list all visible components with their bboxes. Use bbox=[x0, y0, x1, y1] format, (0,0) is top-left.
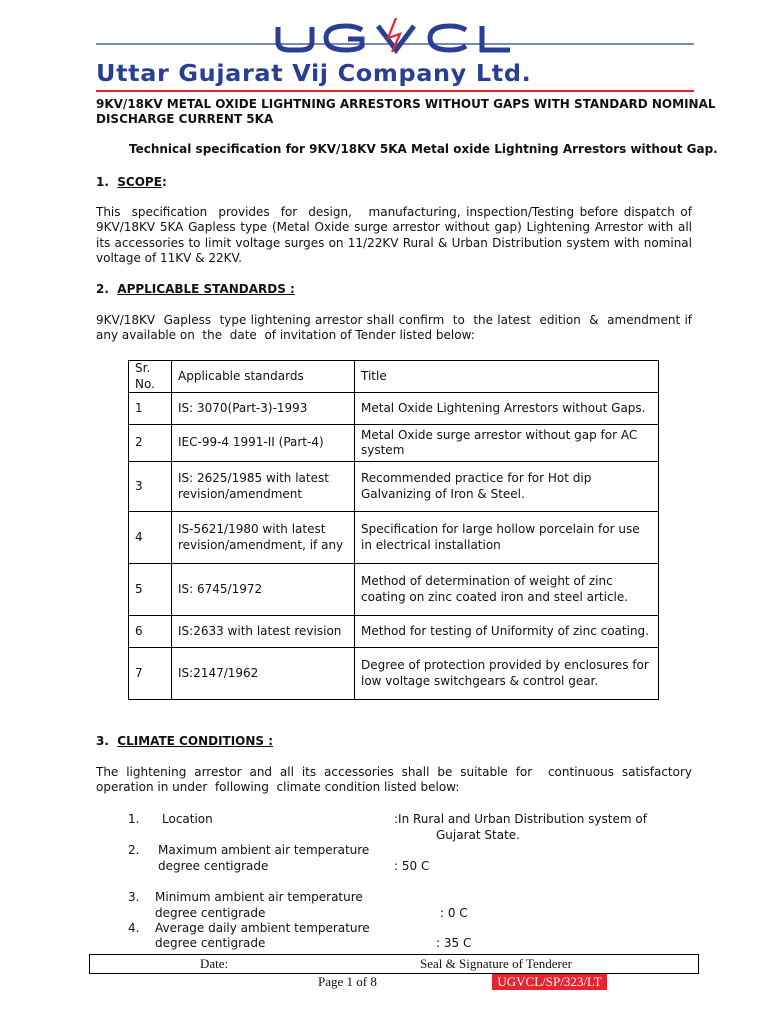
table-row bbox=[129, 393, 659, 425]
row-title: Specification for large hollow porcelain for use in electrical installation bbox=[355, 512, 659, 564]
row-standard: IS-5621/1980 with latest revision/amendment, if any bbox=[172, 512, 355, 564]
row-sr-no: 2 bbox=[129, 425, 172, 462]
table-row bbox=[129, 648, 659, 700]
table-row bbox=[129, 512, 659, 564]
row-title: Method for testing of Uniformity of zinc coating. bbox=[355, 616, 659, 648]
scope-paragraph: This specification provides for design, manufacturing, inspection/Testing before dispatch of 9KV/18KV 5KA Gapless type (Metal Oxide surge arrestor without gap) Lightening Arrestor with all its accessories to limit voltage surges on 11/22KV Rural & Urban Distribution system with nominal voltage of 11KV & 22KV. bbox=[96, 205, 696, 265]
document-title-line-2: DISCHARGE CURRENT 5KA bbox=[96, 112, 274, 126]
climate-item-value-cont: Gujarat State. bbox=[436, 828, 520, 842]
climate-item-label: Minimum ambient air temperature bbox=[155, 890, 363, 904]
row-sr-no: 4 bbox=[129, 512, 172, 564]
climate-item-number: 1. bbox=[128, 812, 140, 826]
table-row bbox=[129, 564, 659, 616]
climate-item-value: : 0 C bbox=[440, 906, 468, 920]
climate-item-value: :In Rural and Urban Distribution system of bbox=[394, 812, 647, 826]
table-row bbox=[129, 425, 659, 462]
company-name: Uttar Gujarat Vij Company Ltd. bbox=[96, 59, 532, 87]
row-title: Degree of protection provided by enclosures for low voltage switchgears & control gear. bbox=[355, 648, 659, 700]
row-title: Metal Oxide surge arrestor without gap for AC system bbox=[355, 425, 659, 462]
scope-number: 1. bbox=[96, 175, 109, 189]
climate-item-label-cont: degree centigrade bbox=[155, 906, 266, 920]
row-sr-no: 5 bbox=[129, 564, 172, 616]
row-title: Method of determination of weight of zinc coating on zinc coated iron and steel article. bbox=[355, 564, 659, 616]
climate-paragraph: The lightening arrestor and all its accessories shall be suitable for continuous satisfactory operation in under following climate condition listed below: bbox=[96, 765, 696, 795]
row-sr-no: 6 bbox=[129, 616, 172, 648]
standards-table bbox=[128, 360, 659, 700]
climate-item-value: : 50 C bbox=[394, 859, 430, 873]
row-sr-no: 7 bbox=[129, 648, 172, 700]
climate-item-label: Average daily ambient temperature bbox=[155, 921, 370, 935]
standards-heading bbox=[96, 282, 295, 297]
climate-heading bbox=[96, 734, 273, 749]
footer-date-label: Date: bbox=[200, 956, 229, 971]
scope-heading-suffix: : bbox=[161, 175, 167, 189]
row-standard: IEC-99-4 1991-II (Part-4) bbox=[172, 425, 355, 462]
climate-item-label: Location bbox=[162, 812, 213, 826]
climate-heading-text: CLIMATE CONDITIONS : bbox=[117, 734, 274, 748]
climate-item-label-cont: degree centigrade bbox=[155, 936, 266, 950]
climate-number: 3. bbox=[96, 734, 109, 748]
footer-signature-box bbox=[89, 954, 699, 974]
climate-item-value: : 35 C bbox=[436, 936, 472, 950]
row-sr-no: 3 bbox=[129, 462, 172, 512]
row-title: Metal Oxide Lightening Arrestors without Gaps. bbox=[355, 393, 659, 425]
scope-heading bbox=[96, 175, 167, 190]
standards-paragraph: 9KV/18KV Gapless type lightening arrestor shall confirm to the latest edition & amendment if any available on the date of invitation of Tender listed below: bbox=[96, 313, 696, 343]
row-standard: IS:2147/1962 bbox=[172, 648, 355, 700]
row-standard: IS: 3070(Part-3)-1993 bbox=[172, 393, 355, 425]
header-applicable-standards: Applicable standards bbox=[172, 361, 355, 393]
row-standard: IS: 6745/1972 bbox=[172, 564, 355, 616]
row-sr-no: 1 bbox=[129, 393, 172, 425]
standards-table-header bbox=[129, 361, 659, 393]
header-sr-no: Sr. No. bbox=[129, 361, 172, 393]
footer-seal-label: Seal & Signature of Tenderer bbox=[420, 956, 572, 971]
header-title: Title bbox=[355, 361, 659, 393]
climate-item-number: 2. bbox=[128, 843, 140, 857]
row-title: Recommended practice for for Hot dip Galvanizing of Iron & Steel. bbox=[355, 462, 659, 512]
climate-item-number: 4. bbox=[128, 921, 140, 935]
row-standard: IS:2633 with latest revision bbox=[172, 616, 355, 648]
document-title-line-1: 9KV/18KV METAL OXIDE LIGHTNING ARRESTORS WITHOUT GAPS WITH STANDARD NOMINAL bbox=[96, 97, 716, 111]
standards-number: 2. bbox=[96, 282, 109, 296]
document-reference-badge: UGVCL/SP/323/LT bbox=[492, 974, 607, 990]
climate-item-label-cont: degree centigrade bbox=[158, 859, 269, 873]
row-standard: IS: 2625/1985 with latest revision/amendment bbox=[172, 462, 355, 512]
standards-heading-text: APPLICABLE STANDARDS : bbox=[117, 282, 295, 296]
climate-item-number: 3. bbox=[128, 890, 140, 904]
document-subtitle: Technical specification for 9KV/18KV 5KA Metal oxide Lightning Arrestors without Gap. bbox=[129, 142, 718, 156]
company-logo bbox=[96, 18, 694, 94]
page-number: Page 1 of 8 bbox=[318, 974, 377, 989]
table-row bbox=[129, 462, 659, 512]
scope-heading-text: SCOPE bbox=[117, 175, 162, 189]
climate-item-label: Maximum ambient air temperature bbox=[158, 843, 370, 857]
table-row bbox=[129, 616, 659, 648]
